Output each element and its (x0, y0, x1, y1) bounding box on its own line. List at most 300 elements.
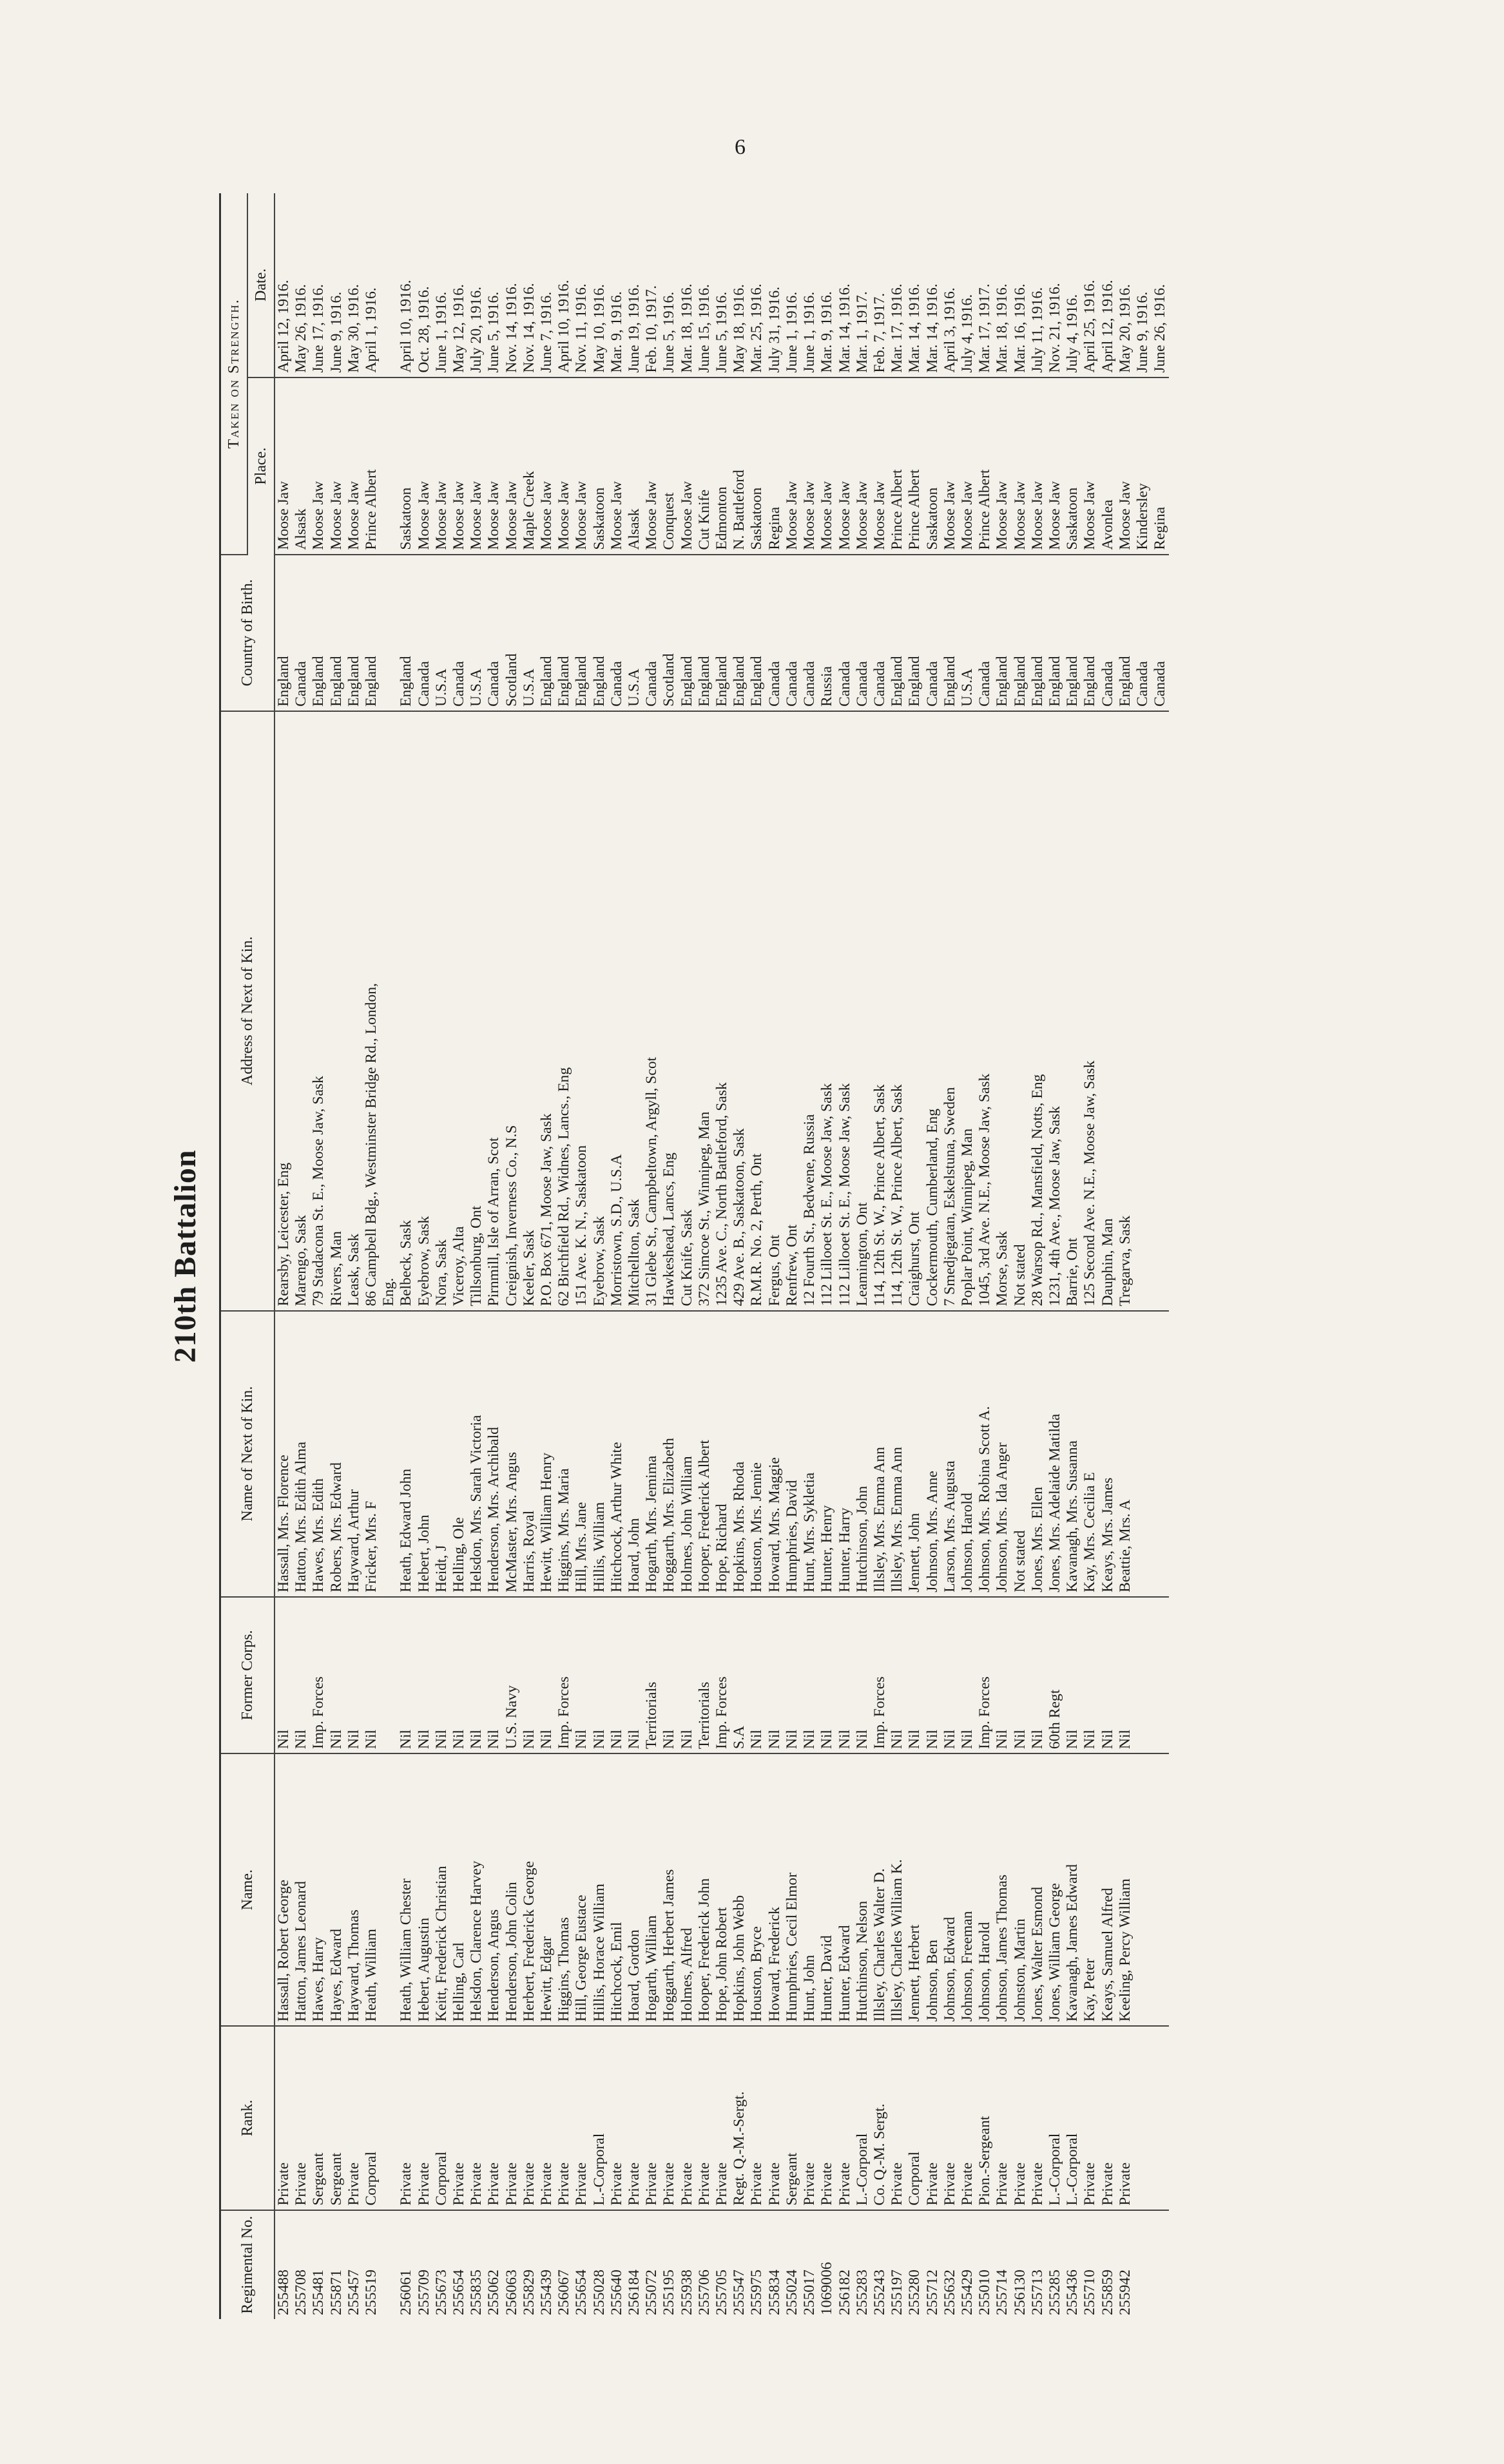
cell-place: Avonlea (1099, 377, 1117, 555)
cell-address: Rearsby, Leicester, Eng (275, 711, 293, 1311)
cell-corps: Nil (433, 1597, 450, 1753)
cell-place: Prince Albert (363, 377, 380, 555)
table-row (538, 193, 555, 2319)
cell-name (1134, 1753, 1152, 2026)
cell-no: 256182 (836, 2269, 853, 2315)
cell-corps: Imp. Forces (310, 1597, 327, 1753)
cell-address: Renfrew, Ont (784, 711, 801, 1311)
cell-name: Johnson, Edward (941, 1753, 959, 2026)
cell-corps: Nil (275, 1597, 293, 1753)
cell-corps: Nil (608, 1597, 626, 1753)
cell-place: Moose Jaw (1012, 377, 1029, 555)
cell-kin: Johnson, Mrs. Anne (924, 1311, 941, 1597)
cell-place: Prince Albert (889, 377, 906, 555)
cell-corps: Nil (538, 1597, 555, 1753)
cell-place: Moose Jaw (433, 377, 450, 555)
cell-country: England (310, 555, 327, 711)
cell-corps: Nil (941, 1597, 959, 1753)
cell-rank (1134, 2026, 1152, 2210)
cell-place: Moose Jaw (959, 377, 976, 555)
cell-country: Canada (784, 555, 801, 711)
cell-date: June 9, 1916. (328, 193, 345, 377)
cell-name: Hunter, David (818, 1753, 836, 2026)
cell-name: Hawes, Harry (310, 1753, 327, 2026)
cell-rank: Private (1012, 2026, 1029, 2210)
cell-rank: L.-Corporal (854, 2026, 871, 2210)
table-row (818, 193, 836, 2319)
cell-name: Helling, Carl (450, 1753, 468, 2026)
cell-place: Conquest (660, 377, 678, 555)
cell-kin: Robers, Mrs. Edward (328, 1311, 345, 1597)
cell-address: 28 Warsop Rd., Mansfield, Notts, Eng (1029, 711, 1046, 1311)
cell-date: April 10, 1916. (398, 193, 415, 377)
cell-rank: Private (801, 2026, 818, 2210)
cell-date: Nov. 21, 1916. (1046, 193, 1064, 377)
cell-address (1152, 711, 1169, 1311)
cell-kin: Hewitt, William Henry (538, 1311, 555, 1597)
cell-kin: Not stated (1012, 1311, 1029, 1597)
cell-address: P.O. Box 671, Moose Jaw, Sask (538, 711, 555, 1311)
cell-kin: Jones, Mrs. Ellen (1029, 1311, 1046, 1597)
cell-rank: Private (994, 2026, 1011, 2210)
cell-name: Johnson, Harold (976, 1753, 994, 2026)
cell-name: Helsdon, Clarence Harvey (468, 1753, 485, 2026)
cell-rank: Private (660, 2026, 678, 2210)
cell-date: Nov. 14, 1916. (521, 193, 538, 377)
table-row (959, 193, 976, 2319)
cell-name: Hatton, James Leonard (293, 1753, 310, 2026)
cell-rank: Private (889, 2026, 906, 2210)
cell-name: Hillis, Horace William (591, 1753, 608, 2026)
cell-corps: Imp. Forces (555, 1597, 573, 1753)
cell-address: Dauphin, Man (1099, 711, 1117, 1311)
cell-corps: Nil (345, 1597, 363, 1753)
cell-country: U.S.A (626, 555, 643, 711)
cell-kin: Kay, Mrs. Cecilia E (1081, 1311, 1099, 1597)
cell-no: 255938 (678, 2269, 695, 2315)
cell-name: Hunt, John (801, 1753, 818, 2026)
cell-no: 255712 (923, 2269, 941, 2315)
cell-country: U.S.A (433, 555, 450, 711)
cell-rank: Private (643, 2026, 660, 2210)
table-body (275, 193, 1169, 2319)
cell-rank: Corporal (363, 2026, 380, 2210)
cell-address: 31 Glebe St., Campbeltown, Argyll, Scot (643, 711, 660, 1311)
cell-country: England (555, 555, 573, 711)
cell-date: May 18, 1916. (731, 193, 748, 377)
cell-corps: Nil (573, 1597, 590, 1753)
table-row (660, 193, 678, 2319)
cell-address: Cockermouth, Cumberland, Eng (924, 711, 941, 1311)
cell-rank: Sergeant (328, 2026, 345, 2210)
cell-rank: Private (1099, 2026, 1117, 2210)
cell-place: Prince Albert (906, 377, 923, 555)
cell-corps: Nil (906, 1597, 923, 1753)
cell-kin: Hunter, Henry (818, 1311, 836, 1597)
cell-name: Hill, George Eustace (573, 1753, 590, 2026)
cell-name: Hoard, Gordon (626, 1753, 643, 2026)
cell-name: Heath, William Chester (398, 1753, 415, 2026)
cell-date: Mar. 25, 1916. (748, 193, 766, 377)
cell-country: Canada (924, 555, 941, 711)
table-row (608, 193, 626, 2319)
table-row (643, 193, 660, 2319)
cell-place: Regina (1152, 377, 1169, 555)
cell-name: Kay, Peter (1081, 1753, 1099, 2026)
cell-address: 86 Campbell Bdg., Westminster Bridge Rd., London, (363, 711, 380, 1311)
cell-date: Feb. 7, 1917. (871, 193, 889, 377)
cell-country: Canada (1134, 555, 1152, 711)
cell-address: Fergus, Ont (766, 711, 784, 1311)
cell-country: U.S.A (521, 555, 538, 711)
cell-country: Canada (293, 555, 310, 711)
table-row (696, 193, 713, 2319)
cell-date: Mar. 14, 1916. (906, 193, 923, 377)
header-date: Date. (247, 193, 275, 377)
cell-no (1134, 2210, 1152, 2319)
table-row (363, 193, 380, 2319)
table-row (310, 193, 327, 2319)
table-row (626, 193, 643, 2319)
cell-address: 62 Birchfield Rd., Widnes, Lancs., Eng (555, 711, 573, 1311)
cell-date: April 12, 1916. (1099, 193, 1117, 377)
cell-date: April 1, 1916. (363, 193, 380, 377)
cell-date: June 1, 1916. (433, 193, 450, 377)
cell-no: 256061 (398, 2269, 415, 2315)
cell-place: Moose Jaw (275, 377, 293, 555)
cell-kin: Hope, Richard (713, 1311, 731, 1597)
cell-kin: Keays, Mrs. James (1099, 1311, 1117, 1597)
cell-country: Canada (801, 555, 818, 711)
cell-kin: Hogarth, Mrs. Jemima (643, 1311, 660, 1597)
cell-corps: Territorials (696, 1597, 713, 1753)
cell-name: Illsley, Charles Walter D. (871, 1753, 889, 2026)
cell-address: 7 Smedjegatan, Eskelstuna, Sweden (941, 711, 959, 1311)
cell-country: England (1081, 555, 1099, 711)
cell-address: Tillsonburg, Ont (468, 711, 485, 1311)
cell-address: Eyebrow, Sask (591, 711, 608, 1311)
cell-address: 1235 Ave. C., North Battleford, Sask (713, 711, 731, 1311)
cell-date: June 5, 1916. (713, 193, 731, 377)
cell-place: Moose Jaw (854, 377, 871, 555)
cell-name: Herbert, Frederick George (521, 1753, 538, 2026)
cell-rank: Private (555, 2026, 573, 2210)
cell-kin: Jennett, John (906, 1311, 923, 1597)
cell-address: 1231, 4th Ave., Moose Jaw, Sask (1046, 711, 1064, 1311)
cell-country: Canada (416, 555, 433, 711)
cell-address: Not stated (1012, 711, 1029, 1311)
table-row (1152, 193, 1169, 2319)
cell-rank: Private (766, 2026, 784, 2210)
cell-corps: Territorials (643, 1597, 660, 1753)
cell-no: 255714 (994, 2269, 1011, 2315)
cell-name: Hooper, Frederick John (696, 1753, 713, 2026)
cell-rank: L.-Corporal (1064, 2026, 1081, 2210)
cell-country: Canada (854, 555, 871, 711)
cell-no: 255834 (766, 2269, 783, 2315)
cell-date: June 1, 1916. (784, 193, 801, 377)
cell-address: Morse, Sask (994, 711, 1011, 1311)
cell-kin: Hitchcock, Arthur White (608, 1311, 626, 1597)
cell-place: Moose Jaw (503, 377, 521, 555)
cell-country: Canada (766, 555, 784, 711)
cell-kin: Hawes, Mrs. Edith (310, 1311, 327, 1597)
cell-corps (1152, 1597, 1169, 1753)
table-row (555, 193, 573, 2319)
header-regimental-no: Regimental No. (220, 2210, 275, 2319)
cell-name: Jennett, Herbert (906, 1753, 923, 2026)
cell-name: Hogarth, William (643, 1753, 660, 2026)
cell-address: 1045, 3rd Ave. N.E., Moose Jaw, Sask (976, 711, 994, 1311)
cell-corps: Nil (801, 1597, 818, 1753)
table-row (713, 193, 731, 2319)
cell-no: 255942 (1116, 2269, 1133, 2315)
cell-name: Johnson, James Thomas (994, 1753, 1011, 2026)
cell-date: Mar. 14, 1916. (836, 193, 854, 377)
table-row (398, 193, 415, 2319)
rotated-page (168, 64, 1504, 2319)
cell-kin: McMaster, Mrs. Angus (503, 1311, 521, 1597)
cell-address: Barrie, Ont (1064, 711, 1081, 1311)
header-taken-on-strength: Taken on Strength. (220, 193, 248, 555)
cell-country: England (696, 555, 713, 711)
cell-name: Hoggarth, Herbert James (660, 1753, 678, 2026)
cell-address: 12 Fourth St., Bedwene, Russia (801, 711, 818, 1311)
cell-kin: Higgins, Mrs. Maria (555, 1311, 573, 1597)
cell-no: 255197 (889, 2269, 906, 2315)
cell-no: 255835 (468, 2269, 485, 2315)
cell-date: June 5, 1916. (660, 193, 678, 377)
cell-rank: Private (818, 2026, 836, 2210)
cell-place: Saskatoon (748, 377, 766, 555)
cell-kin: Hill, Mrs. Jane (573, 1311, 590, 1597)
cell-no: 255632 (941, 2269, 958, 2315)
cell-place: Moose Jaw (836, 377, 854, 555)
cell-name: Johnson, Ben (924, 1753, 941, 2026)
cell-country: U.S.A (468, 555, 485, 711)
cell-rank: Private (293, 2026, 310, 2210)
cell-kin (380, 1311, 398, 1597)
cell-no: 255285 (1046, 2269, 1063, 2315)
table-row (573, 193, 590, 2319)
cell-place: Saskatoon (398, 377, 415, 555)
cell-country: England (906, 555, 923, 711)
cell-rank: Pion.-Sergeant (976, 2026, 994, 2210)
cell-kin: Illsley, Mrs. Emma Ann (871, 1311, 889, 1597)
table-row (731, 193, 748, 2319)
cell-date: Oct. 28, 1916. (416, 193, 433, 377)
cell-place: Moose Jaw (328, 377, 345, 555)
cell-no: 255871 (327, 2269, 345, 2315)
cell-address: Cut Knife, Sask (679, 711, 696, 1311)
cell-country: England (941, 555, 959, 711)
cell-kin (1152, 1311, 1169, 1597)
cell-kin: Johnson, Mrs. Robina Scott A. (976, 1311, 994, 1597)
cell-no: 255481 (310, 2269, 327, 2315)
cell-no: 255017 (801, 2269, 818, 2315)
cell-no: 255708 (293, 2269, 310, 2315)
cell-name: Hutchinson, Nelson (854, 1753, 871, 2026)
table-row (784, 193, 801, 2319)
cell-name: Johnson, Freeman (959, 1753, 976, 2026)
table-row (503, 193, 521, 2319)
cell-date: Mar. 18, 1916. (994, 193, 1011, 377)
cell-kin: Johnson, Harold (959, 1311, 976, 1597)
cell-rank: Private (345, 2026, 363, 2210)
table-row (801, 193, 818, 2319)
cell-date: June 1, 1916. (801, 193, 818, 377)
cell-address: Marengo, Sask (293, 711, 310, 1311)
table-row (976, 193, 994, 2319)
cell-no: 255072 (643, 2269, 660, 2315)
cell-no: 256184 (626, 2269, 643, 2315)
cell-place: Kindersley (1134, 377, 1152, 555)
cell-address: Leamington, Ont (854, 711, 871, 1311)
cell-name: Higgins, Thomas (555, 1753, 573, 2026)
cell-corps: Nil (924, 1597, 941, 1753)
cell-rank: Private (608, 2026, 626, 2210)
cell-date: Feb. 10, 1917. (643, 193, 660, 377)
cell-no: 256067 (555, 2269, 573, 2315)
table-row (994, 193, 1011, 2319)
cell-address: 114, 12th St. W., Prince Albert, Sask (889, 711, 906, 1311)
table-row (1029, 193, 1046, 2319)
cell-place: Moose Jaw (573, 377, 590, 555)
cell-place: Moose Jaw (345, 377, 363, 555)
cell-kin: Jones, Mrs. Adelaide Matilda (1046, 1311, 1064, 1597)
cell-address: Belbeck, Sask (398, 711, 415, 1311)
table-row (328, 193, 345, 2319)
cell-place: Moose Jaw (555, 377, 573, 555)
cell-place: Saskatoon (924, 377, 941, 555)
cell-rank: Private (1081, 2026, 1099, 2210)
cell-place: Alsask (626, 377, 643, 555)
cell-rank: Private (713, 2026, 731, 2210)
cell-address: 114, 12th St. W., Prince Albert, Sask (871, 711, 889, 1311)
cell-corps: Nil (959, 1597, 976, 1753)
cell-corps: Nil (591, 1597, 608, 1753)
cell-address: Pirnmill, Isle of Arran, Scot (485, 711, 503, 1311)
cell-address: Hawkeshead, Lancs, Eng (660, 711, 678, 1311)
cell-corps: Nil (416, 1597, 433, 1753)
table-row (293, 193, 310, 2319)
cell-no: 255457 (345, 2269, 362, 2315)
cell-kin: Kavanagh, Mrs. Susanna (1064, 1311, 1081, 1597)
cell-no: 255713 (1028, 2269, 1046, 2315)
cell-date: April 10, 1916. (555, 193, 573, 377)
cell-no: 255829 (520, 2269, 537, 2315)
table-row (1081, 193, 1099, 2319)
cell-address: Viceroy, Alta (450, 711, 468, 1311)
header-former-corps: Former Corps. (220, 1597, 275, 1753)
cell-kin: Hoard, John (626, 1311, 643, 1597)
cell-date: Mar. 14, 1916. (924, 193, 941, 377)
cell-country: Canada (1099, 555, 1117, 711)
cell-rank: L.-Corporal (591, 2026, 608, 2210)
cell-corps: U.S. Navy (503, 1597, 521, 1753)
cell-corps: Nil (854, 1597, 871, 1753)
cell-address: Keeler, Sask (521, 711, 538, 1311)
cell-country: England (345, 555, 363, 711)
cell-corps: Nil (328, 1597, 345, 1753)
cell-name: Houston, Bryce (748, 1753, 766, 2026)
cell-no (1152, 2210, 1169, 2319)
cell-corps: Nil (660, 1597, 678, 1753)
cell-rank: Private (538, 2026, 555, 2210)
cell-corps: Nil (836, 1597, 854, 1753)
cell-corps: Nil (784, 1597, 801, 1753)
cell-rank: Private (836, 2026, 854, 2210)
cell-address: 429 Ave. B., Saskatoon, Sask (731, 711, 748, 1311)
cell-name: Illsley, Charles William K. (889, 1753, 906, 2026)
cell-address: Mitchellton, Sask (626, 711, 643, 1311)
cell-no: 255280 (906, 2269, 923, 2315)
cell-country: England (398, 555, 415, 711)
cell-date: June 15, 1916. (696, 193, 713, 377)
cell-kin: Henderson, Mrs. Archibald (485, 1311, 503, 1597)
cell-date: May 10, 1916. (591, 193, 608, 377)
cell-date: Mar. 9, 1916. (608, 193, 626, 377)
cell-rank: Private (959, 2026, 976, 2210)
cell-address (1134, 711, 1152, 1311)
cell-place: Saskatoon (591, 377, 608, 555)
cell-date: May 26, 1916. (293, 193, 310, 377)
table-row (836, 193, 854, 2319)
cell-name: Hayes, Edward (328, 1753, 345, 2026)
battalion-title: 210th Battalion (168, 1149, 202, 1363)
cell-corps: Nil (889, 1597, 906, 1753)
cell-rank: Private (1117, 2026, 1134, 2210)
cell-country: England (679, 555, 696, 711)
cell-kin: Holmes, John William (679, 1311, 696, 1597)
cell-place: N. Battleford (731, 377, 748, 555)
cell-place: Moose Jaw (1046, 377, 1064, 555)
cell-kin: Hoggarth, Mrs. Elizabeth (660, 1311, 678, 1597)
cell-place: Moose Jaw (1117, 377, 1134, 555)
table-row (468, 193, 485, 2319)
cell-corps: Nil (626, 1597, 643, 1753)
cell-address: Rivers, Man (328, 711, 345, 1311)
cell-rank: Private (398, 2026, 415, 2210)
cell-rank: Private (573, 2026, 590, 2210)
table-row (766, 193, 784, 2319)
cell-date: June 26, 1916. (1152, 193, 1169, 377)
cell-country: England (1029, 555, 1046, 711)
cell-corps: Nil (398, 1597, 415, 1753)
cell-name (380, 1753, 398, 2026)
header-next-of-kin: Name of Next of Kin. (220, 1311, 275, 1597)
cell-kin: Harris, Royal (521, 1311, 538, 1597)
cell-no: 255062 (485, 2269, 503, 2315)
cell-place: Maple Creek (521, 377, 538, 555)
cell-country: England (1064, 555, 1081, 711)
cell-rank: Private (450, 2026, 468, 2210)
cell-date: July 11, 1916. (1029, 193, 1046, 377)
cell-no: 255654 (573, 2269, 590, 2315)
cell-place: Regina (766, 377, 784, 555)
cell-date: May 30, 1916. (345, 193, 363, 377)
table-row (1064, 193, 1081, 2319)
cell-place: Moose Jaw (416, 377, 433, 555)
cell-date: Mar. 17, 1917. (976, 193, 994, 377)
cell-no: 255488 (275, 2269, 292, 2315)
cell-kin: Houston, Mrs. Jennie (748, 1311, 766, 1597)
cell-corps: Nil (1099, 1597, 1117, 1753)
cell-corps: Nil (363, 1597, 380, 1753)
cell-corps: Nil (521, 1597, 538, 1753)
cell-country: Canada (976, 555, 994, 711)
cell-address: 125 Second Ave. N.E., Moose Jaw, Sask (1081, 711, 1099, 1311)
